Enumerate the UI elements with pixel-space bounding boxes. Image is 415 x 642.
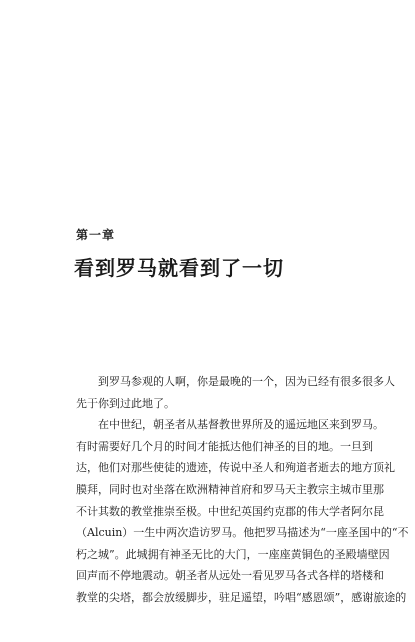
text-line: 到罗马参观的人啊，你是最晚的一个，因为已经有很多很多人 <box>98 375 395 388</box>
text-line: 达，他们对那些使徒的遗迹，传说中圣人和殉道者逝去的地方顶礼 <box>76 461 395 475</box>
text-line: 有时需要好几个月的时间才能抵达他们神圣的目的地。一旦到 <box>76 439 373 453</box>
text-line: 膜拜，同时也对坐落在欧洲精神首府和罗马天主教宗主城市里那 <box>76 482 384 496</box>
text-line: 回声而不停地震动。朝圣者从远处一看见罗马各式各样的塔楼和 <box>76 569 384 583</box>
text-line: 朽之城”。此城拥有神圣无比的大门，一座座黄铜色的圣殿墙壁因 <box>76 547 390 561</box>
chapter-title: 看到罗马就看到了一切 <box>74 256 284 280</box>
text-line: 先于你到过此地了。 <box>76 396 175 410</box>
text-line: 不计其数的教堂推崇至极。中世纪英国约克郡的伟大学者阿尔昆 <box>76 504 384 518</box>
text-line: 在中世纪，朝圣者从基督教世界所及的遥远地区来到罗马。 <box>98 418 384 432</box>
body-text <box>76 371 409 609</box>
chapter-label: 第一章 <box>76 228 116 242</box>
text-line: （Alcuin）一生中两次造访罗马。他把罗马描述为“一座圣国中的“不 <box>76 526 409 540</box>
text-line: 教堂的尖塔，都会放缓脚步，驻足遥望，吟唱“感恩颂”，感谢旅途的 <box>76 590 407 604</box>
